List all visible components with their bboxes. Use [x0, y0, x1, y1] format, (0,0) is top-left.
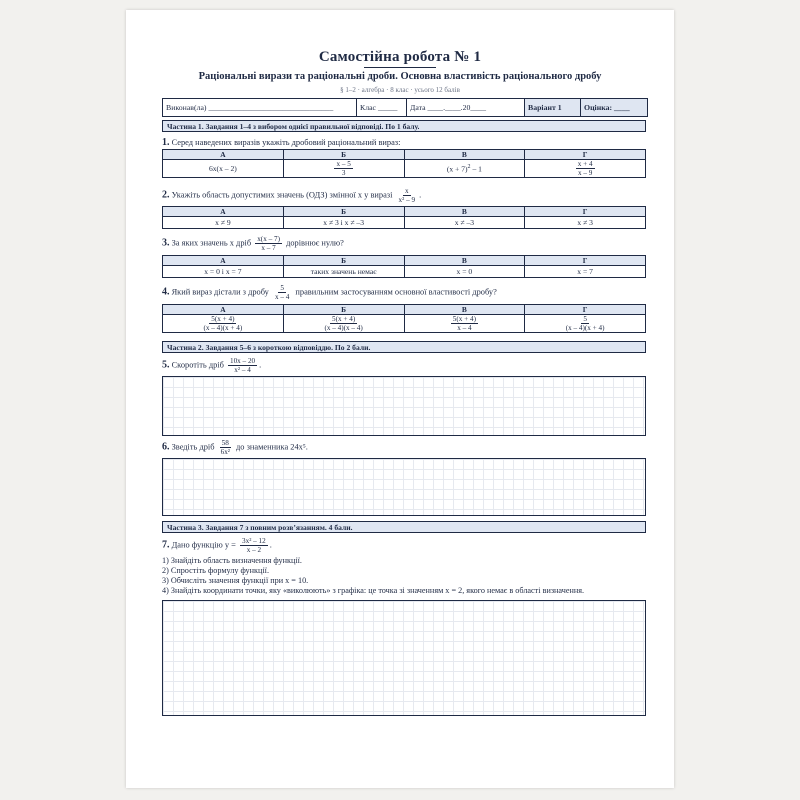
executed-by-field[interactable]: Виконав(ла) ________________________________	[163, 99, 357, 116]
option-letter: Б	[283, 150, 404, 160]
option-letter: Б	[283, 256, 404, 266]
q3-option-a[interactable]: x = 0 і x = 7	[163, 266, 284, 278]
question-text: За яких значень x дріб	[171, 238, 252, 248]
denominator: 6x²	[220, 448, 230, 456]
numerator: 5(x + 4)	[332, 315, 356, 323]
question-number: 7.	[162, 539, 170, 551]
option-letter: Б	[283, 305, 404, 315]
fraction	[219, 439, 232, 456]
numerator: x(x – 7)	[257, 235, 280, 243]
question-text-tail: .	[259, 360, 262, 370]
numerator: x – 5	[336, 160, 351, 168]
option-text-tail: – 1	[470, 164, 482, 174]
q4-option-c[interactable]	[404, 315, 525, 333]
title-underline	[364, 67, 436, 68]
question-text-tail: .	[269, 540, 272, 550]
question-number: 6.	[162, 441, 170, 453]
fraction	[397, 187, 418, 204]
q1-option-d[interactable]	[525, 160, 646, 178]
denominator: x – 2	[246, 546, 262, 554]
q2-option-a[interactable]: x ≠ 9	[163, 217, 284, 229]
option-letter: Г	[525, 150, 646, 160]
numerator: 5(x + 4)	[452, 315, 476, 323]
denominator: (x – 4)(x + 4)	[203, 324, 243, 332]
q7-subtask-2: 2) Спростіть формулу функції.	[162, 566, 269, 575]
denominator: x – 4	[457, 324, 472, 332]
q2-options-table	[162, 206, 646, 229]
option-letter: А	[163, 305, 284, 315]
option-letter: Б	[283, 207, 404, 217]
denominator: (x – 4)(x – 4)	[324, 324, 363, 332]
option-letter: Г	[525, 256, 646, 266]
date-field[interactable]: Дата ____.____.20____	[407, 99, 525, 116]
question-text-tail: .	[419, 190, 422, 200]
option-text: (x + 7)	[446, 164, 468, 174]
option-letter: В	[404, 207, 525, 217]
q3-option-b[interactable]: таких значень немає	[283, 266, 404, 278]
q2-option-b[interactable]: x ≠ 3 і x ≠ –3	[283, 217, 404, 229]
variant-label: Варіант 1	[525, 99, 581, 116]
denominator: x – 9	[577, 169, 593, 177]
option-letter: В	[404, 305, 525, 315]
answer-area-q5[interactable]	[162, 376, 646, 436]
question-6	[162, 439, 308, 456]
q4-options-table	[162, 304, 646, 333]
numerator: 10x – 20	[229, 357, 256, 365]
question-text: Який вираз дістали з дробу	[171, 287, 269, 297]
part1-heading: Частина 1. Завдання 1–4 з вибором однієї правильної відповіді. По 1 балу.	[162, 120, 646, 132]
q3-option-c[interactable]: x = 0	[404, 266, 525, 278]
numerator: 5(x + 4)	[211, 315, 235, 323]
q7-subtask-1: 1) Знайдіть область визначення функції.	[162, 556, 302, 565]
denominator: 3	[341, 169, 346, 177]
numerator: 58	[221, 439, 229, 447]
part2-heading: Частина 2. Завдання 5–6 з короткою відповіддю. По 2 бали.	[162, 341, 646, 353]
option-letter: Г	[525, 305, 646, 315]
denominator: x² – 9	[398, 196, 416, 204]
answer-area-q6[interactable]	[162, 458, 646, 516]
q3-option-d[interactable]: x = 7	[525, 266, 646, 278]
question-text: Зведіть дріб	[171, 442, 215, 452]
question-number: 3.	[162, 237, 170, 249]
question-number: 4.	[162, 286, 170, 298]
fraction	[255, 235, 282, 252]
denominator: x² – 4	[234, 366, 251, 374]
question-number: 5.	[162, 359, 170, 371]
denominator: x – 4	[274, 293, 290, 301]
q1-option-b[interactable]	[283, 160, 404, 178]
part3-heading: Частина 3. Завдання 7 з повним розв’язанням. 4 бали.	[162, 521, 646, 533]
question-text-tail: до знаменника 24x⁵.	[236, 442, 308, 452]
question-7	[162, 537, 272, 554]
option-letter: А	[163, 256, 284, 266]
fraction	[564, 315, 607, 332]
numerator: x	[405, 187, 409, 195]
numerator: 5	[583, 315, 587, 323]
fraction	[451, 315, 478, 332]
option-letter: В	[404, 150, 525, 160]
page-meta: § 1–2 · алгебра · 8 клас · усього 12 балів	[340, 86, 460, 94]
denominator: (x – 4)(x + 4)	[565, 324, 605, 332]
denominator: x – 7	[261, 244, 276, 252]
question-1	[162, 137, 400, 148]
question-text: Скоротіть дріб	[171, 360, 224, 370]
option-letter: А	[163, 150, 284, 160]
q2-option-d[interactable]: x ≠ 3	[525, 217, 646, 229]
question-4	[162, 284, 497, 301]
q4-option-b[interactable]	[283, 315, 404, 333]
numerator: x + 4	[577, 160, 593, 168]
question-text-tail: правильним застосуванням основної властивості дробу?	[295, 287, 497, 297]
question-5	[162, 357, 261, 374]
q3-options-table	[162, 255, 646, 278]
page-title: Самостійна робота № 1	[318, 49, 482, 65]
q7-subtask-3: 3) Обчисліть значення функції при x = 10.	[162, 576, 309, 585]
question-text: Укажіть область допустимих значень (ОДЗ) змінної x у виразі	[171, 190, 393, 200]
question-text-tail: дорівнює нулю?	[286, 238, 344, 248]
question-number: 1.	[162, 137, 170, 148]
fraction	[334, 160, 352, 177]
numerator: 5	[280, 284, 284, 292]
class-field[interactable]: Клас _____	[357, 99, 407, 116]
fraction	[240, 537, 268, 554]
q1-option-c[interactable]: $(x + 7)^2 - 1$	[404, 160, 525, 178]
q4-option-d[interactable]	[525, 315, 646, 333]
q7-subtask-4: 4) Знайдіть координати точки, яку «виколюють» з графіка: це точка зі значенням x = 2, якого немає в області визначення.	[162, 586, 585, 595]
fraction	[576, 160, 595, 177]
student-info-bar	[162, 98, 648, 117]
question-text: Серед наведених виразів укажіть дробовий раціональний вираз:	[171, 138, 401, 147]
grade-field[interactable]: Оцінка: ____	[581, 99, 647, 116]
q1-options-table	[162, 149, 646, 178]
numerator: 3x² – 12	[242, 537, 266, 545]
q4-option-a[interactable]	[163, 315, 284, 333]
question-text: Дано функцію y =	[171, 540, 236, 550]
page-subtitle: Раціональні вирази та раціональні дроби. Основна властивість раціонального дробу	[198, 71, 602, 82]
q2-option-c[interactable]: x ≠ –3	[404, 217, 525, 229]
fraction	[322, 315, 364, 332]
question-2	[162, 187, 421, 204]
q1-option-a[interactable]: 6x(x – 2)	[163, 160, 284, 178]
worksheet-page	[126, 10, 674, 788]
question-3	[162, 235, 344, 252]
option-letter: Г	[525, 207, 646, 217]
option-letter: А	[163, 207, 284, 217]
option-letter: В	[404, 256, 525, 266]
answer-area-q7[interactable]	[162, 600, 646, 716]
fraction	[273, 284, 291, 301]
fraction	[228, 357, 257, 374]
question-number: 2.	[162, 189, 170, 201]
fraction	[201, 315, 244, 332]
